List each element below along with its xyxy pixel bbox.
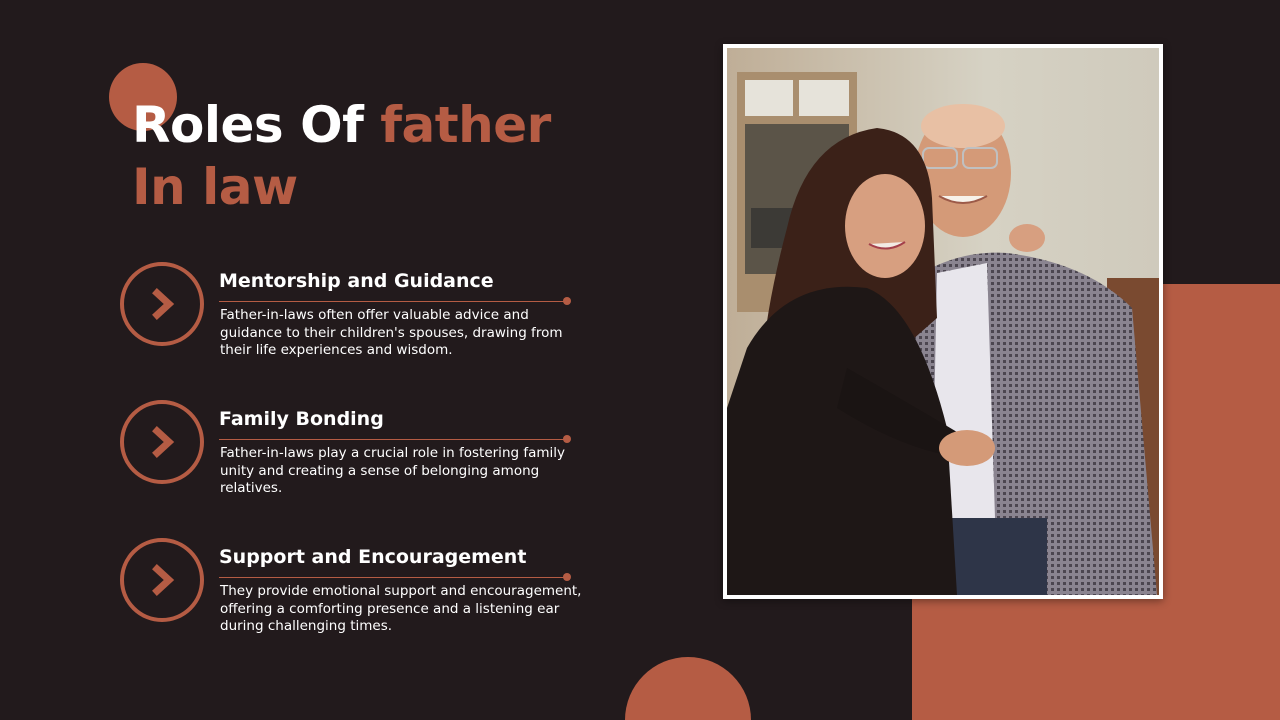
chevron-right-icon (120, 262, 204, 346)
title-part-1: Roles Of (132, 96, 381, 154)
chevron-right-icon (120, 538, 204, 622)
item-description: They provide emotional support and encouragement, offering a comforting presence and a listening ear during challenging times. (220, 583, 582, 634)
title-part-3: In law (132, 158, 298, 216)
divider-dot (563, 573, 571, 581)
title-part-2: father (380, 96, 551, 154)
list-item (120, 262, 590, 362)
item-heading: Support and Encouragement (219, 546, 527, 568)
divider-line (219, 439, 567, 440)
list-item (120, 400, 590, 500)
divider-dot (563, 435, 571, 443)
divider-dot (563, 297, 571, 305)
list-item (120, 538, 590, 638)
family-photo (727, 48, 1159, 595)
divider-line (219, 577, 567, 578)
item-description: Father-in-laws often offer valuable advice and guidance to their children's spouses, drawing from their life experiences and wisdom. (220, 307, 563, 358)
chevron-right-icon (120, 400, 204, 484)
decorative-circle-bottom (625, 657, 751, 720)
item-description: Father-in-laws play a crucial role in fostering family unity and creating a sense of belonging among relatives. (220, 445, 566, 496)
divider-line (219, 301, 567, 302)
item-heading: Family Bonding (219, 408, 384, 430)
item-heading: Mentorship and Guidance (219, 270, 494, 292)
photo-frame (723, 44, 1163, 599)
slide-title (132, 94, 551, 218)
